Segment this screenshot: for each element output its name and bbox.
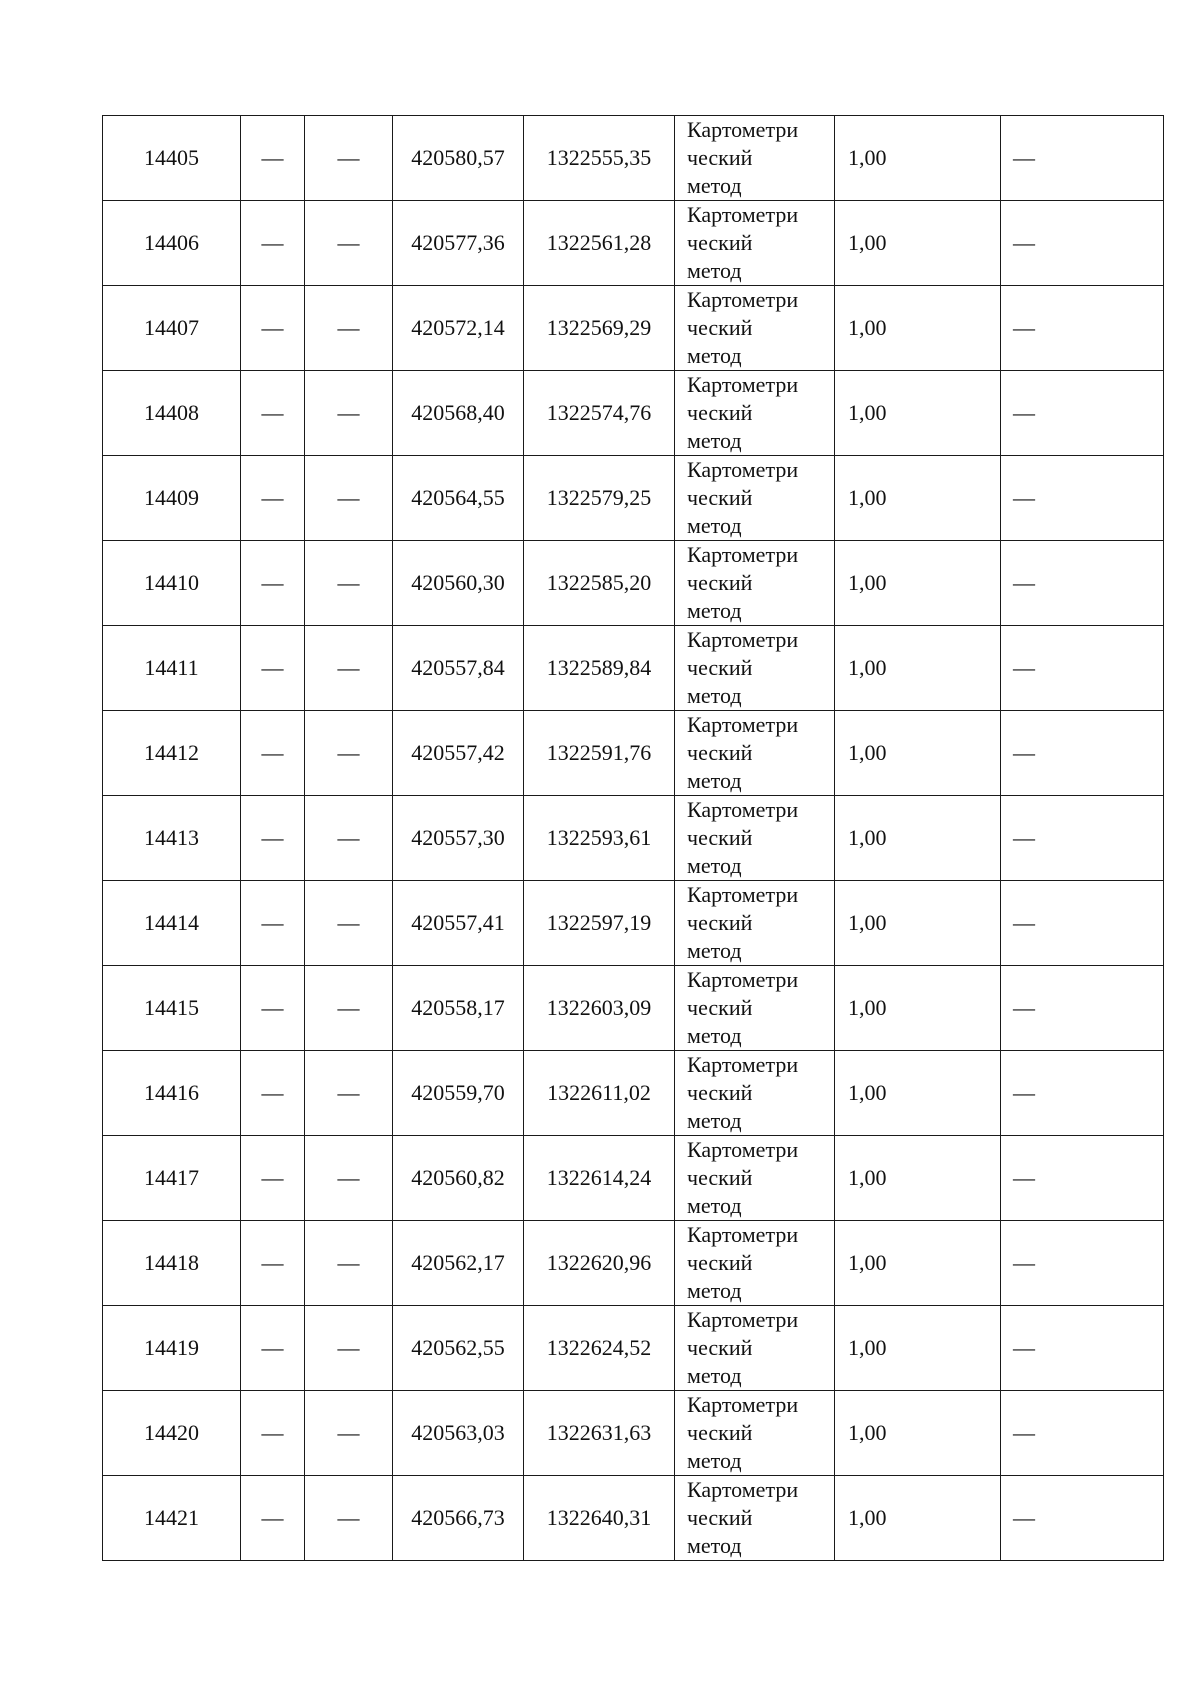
cell-coordinate-x: 420557,41	[393, 881, 524, 966]
cell-point-number: 14421	[103, 1476, 241, 1561]
cell-empty-dash: —	[241, 371, 305, 456]
cell-point-number: 14418	[103, 1221, 241, 1306]
cell-point-number: 14406	[103, 201, 241, 286]
cell-empty-dash: —	[1001, 541, 1164, 626]
cell-coordinate-y: 1322631,63	[524, 1391, 675, 1476]
cell-point-number: 14416	[103, 1051, 241, 1136]
cell-point-number: 14411	[103, 626, 241, 711]
table-row	[103, 286, 1164, 371]
cell-empty-dash: —	[1001, 371, 1164, 456]
cell-coordinate-x: 420558,17	[393, 966, 524, 1051]
cell-empty-dash: —	[1001, 1391, 1164, 1476]
cell-empty-dash: —	[1001, 711, 1164, 796]
cell-empty-dash: —	[1001, 1051, 1164, 1136]
cell-coordinate-y: 1322611,02	[524, 1051, 675, 1136]
table-row	[103, 371, 1164, 456]
cell-empty-dash: —	[1001, 1306, 1164, 1391]
cell-point-number: 14409	[103, 456, 241, 541]
cell-empty-dash: —	[305, 966, 393, 1051]
cell-empty-dash: —	[1001, 201, 1164, 286]
cell-coordinate-y: 1322555,35	[524, 116, 675, 201]
cell-empty-dash: —	[241, 1221, 305, 1306]
cell-point-number: 14414	[103, 881, 241, 966]
cell-coordinate-x: 420562,17	[393, 1221, 524, 1306]
cell-empty-dash: —	[1001, 966, 1164, 1051]
cell-method: Картометри ческий метод	[675, 1221, 835, 1306]
cell-coordinate-y: 1322614,24	[524, 1136, 675, 1221]
cell-method: Картометри ческий метод	[675, 1306, 835, 1391]
cell-empty-dash: —	[1001, 286, 1164, 371]
cell-method: Картометри ческий метод	[675, 626, 835, 711]
cell-empty-dash: —	[305, 626, 393, 711]
cell-coordinate-x: 420572,14	[393, 286, 524, 371]
cell-point-number: 14405	[103, 116, 241, 201]
table-row	[103, 1136, 1164, 1221]
cell-coordinate-y: 1322585,20	[524, 541, 675, 626]
cell-empty-dash: —	[305, 371, 393, 456]
cell-coordinate-y: 1322591,76	[524, 711, 675, 796]
cell-accuracy: 1,00	[835, 711, 1001, 796]
cell-coordinate-y: 1322624,52	[524, 1306, 675, 1391]
table-row	[103, 881, 1164, 966]
cell-coordinate-y: 1322561,28	[524, 201, 675, 286]
cell-method: Картометри ческий метод	[675, 881, 835, 966]
cell-point-number: 14419	[103, 1306, 241, 1391]
cell-coordinate-y: 1322569,29	[524, 286, 675, 371]
table-row	[103, 116, 1164, 201]
cell-empty-dash: —	[1001, 116, 1164, 201]
cell-empty-dash: —	[305, 286, 393, 371]
cell-empty-dash: —	[241, 1306, 305, 1391]
cell-empty-dash: —	[305, 796, 393, 881]
cell-accuracy: 1,00	[835, 881, 1001, 966]
cell-empty-dash: —	[241, 541, 305, 626]
cell-empty-dash: —	[305, 881, 393, 966]
coordinates-table	[102, 115, 1164, 1561]
cell-coordinate-y: 1322574,76	[524, 371, 675, 456]
cell-empty-dash: —	[305, 201, 393, 286]
cell-method: Картометри ческий метод	[675, 796, 835, 881]
cell-empty-dash: —	[241, 966, 305, 1051]
cell-empty-dash: —	[1001, 1136, 1164, 1221]
cell-accuracy: 1,00	[835, 201, 1001, 286]
cell-point-number: 14420	[103, 1391, 241, 1476]
table-row	[103, 711, 1164, 796]
cell-empty-dash: —	[1001, 796, 1164, 881]
cell-coordinate-x: 420566,73	[393, 1476, 524, 1561]
cell-point-number: 14417	[103, 1136, 241, 1221]
cell-coordinate-y: 1322597,19	[524, 881, 675, 966]
cell-empty-dash: —	[241, 881, 305, 966]
cell-method: Картометри ческий метод	[675, 456, 835, 541]
table-row	[103, 1476, 1164, 1561]
cell-empty-dash: —	[305, 1051, 393, 1136]
cell-accuracy: 1,00	[835, 1136, 1001, 1221]
cell-point-number: 14408	[103, 371, 241, 456]
cell-coordinate-x: 420557,84	[393, 626, 524, 711]
cell-accuracy: 1,00	[835, 541, 1001, 626]
cell-method: Картометри ческий метод	[675, 1136, 835, 1221]
table-row	[103, 796, 1164, 881]
cell-coordinate-y: 1322593,61	[524, 796, 675, 881]
cell-coordinate-x: 420562,55	[393, 1306, 524, 1391]
table-row	[103, 1306, 1164, 1391]
cell-empty-dash: —	[241, 201, 305, 286]
cell-method: Картометри ческий метод	[675, 711, 835, 796]
cell-empty-dash: —	[241, 626, 305, 711]
cell-coordinate-x: 420560,30	[393, 541, 524, 626]
table-row	[103, 456, 1164, 541]
cell-method: Картометри ческий метод	[675, 201, 835, 286]
cell-accuracy: 1,00	[835, 116, 1001, 201]
cell-accuracy: 1,00	[835, 966, 1001, 1051]
cell-empty-dash: —	[305, 116, 393, 201]
cell-empty-dash: —	[305, 456, 393, 541]
cell-empty-dash: —	[1001, 626, 1164, 711]
cell-empty-dash: —	[1001, 1221, 1164, 1306]
cell-accuracy: 1,00	[835, 1306, 1001, 1391]
cell-point-number: 14412	[103, 711, 241, 796]
cell-method: Картометри ческий метод	[675, 286, 835, 371]
cell-empty-dash: —	[305, 541, 393, 626]
cell-empty-dash: —	[241, 116, 305, 201]
cell-empty-dash: —	[241, 1051, 305, 1136]
cell-method: Картометри ческий метод	[675, 1476, 835, 1561]
cell-empty-dash: —	[241, 796, 305, 881]
cell-empty-dash: —	[1001, 1476, 1164, 1561]
table-row	[103, 541, 1164, 626]
cell-point-number: 14413	[103, 796, 241, 881]
cell-coordinate-y: 1322589,84	[524, 626, 675, 711]
cell-accuracy: 1,00	[835, 1476, 1001, 1561]
cell-method: Картометри ческий метод	[675, 966, 835, 1051]
cell-accuracy: 1,00	[835, 286, 1001, 371]
cell-accuracy: 1,00	[835, 456, 1001, 541]
cell-coordinate-x: 420577,36	[393, 201, 524, 286]
table-row	[103, 1391, 1164, 1476]
cell-accuracy: 1,00	[835, 796, 1001, 881]
cell-coordinate-y: 1322603,09	[524, 966, 675, 1051]
cell-coordinate-x: 420559,70	[393, 1051, 524, 1136]
cell-empty-dash: —	[241, 1136, 305, 1221]
cell-coordinate-x: 420563,03	[393, 1391, 524, 1476]
cell-coordinate-y: 1322579,25	[524, 456, 675, 541]
cell-coordinate-x: 420568,40	[393, 371, 524, 456]
cell-point-number: 14415	[103, 966, 241, 1051]
table-body	[103, 116, 1164, 1561]
cell-empty-dash: —	[241, 1476, 305, 1561]
table-row	[103, 626, 1164, 711]
cell-empty-dash: —	[305, 1391, 393, 1476]
cell-coordinate-y: 1322620,96	[524, 1221, 675, 1306]
cell-accuracy: 1,00	[835, 371, 1001, 456]
cell-empty-dash: —	[305, 1476, 393, 1561]
cell-empty-dash: —	[241, 1391, 305, 1476]
cell-point-number: 14407	[103, 286, 241, 371]
cell-accuracy: 1,00	[835, 1051, 1001, 1136]
cell-method: Картометри ческий метод	[675, 1391, 835, 1476]
cell-accuracy: 1,00	[835, 1221, 1001, 1306]
cell-empty-dash: —	[1001, 881, 1164, 966]
cell-accuracy: 1,00	[835, 1391, 1001, 1476]
cell-empty-dash: —	[1001, 456, 1164, 541]
cell-method: Картометри ческий метод	[675, 116, 835, 201]
cell-accuracy: 1,00	[835, 626, 1001, 711]
table-row	[103, 1221, 1164, 1306]
cell-coordinate-x: 420564,55	[393, 456, 524, 541]
cell-coordinate-x: 420580,57	[393, 116, 524, 201]
table-row	[103, 201, 1164, 286]
cell-coordinate-x: 420557,42	[393, 711, 524, 796]
cell-coordinate-x: 420560,82	[393, 1136, 524, 1221]
cell-empty-dash: —	[305, 1306, 393, 1391]
cell-method: Картометри ческий метод	[675, 371, 835, 456]
cell-empty-dash: —	[241, 711, 305, 796]
cell-point-number: 14410	[103, 541, 241, 626]
cell-empty-dash: —	[305, 711, 393, 796]
cell-coordinate-x: 420557,30	[393, 796, 524, 881]
cell-empty-dash: —	[305, 1136, 393, 1221]
table-row	[103, 1051, 1164, 1136]
cell-method: Картометри ческий метод	[675, 541, 835, 626]
cell-empty-dash: —	[241, 456, 305, 541]
cell-empty-dash: —	[305, 1221, 393, 1306]
cell-coordinate-y: 1322640,31	[524, 1476, 675, 1561]
table-row	[103, 966, 1164, 1051]
cell-empty-dash: —	[241, 286, 305, 371]
cell-method: Картометри ческий метод	[675, 1051, 835, 1136]
